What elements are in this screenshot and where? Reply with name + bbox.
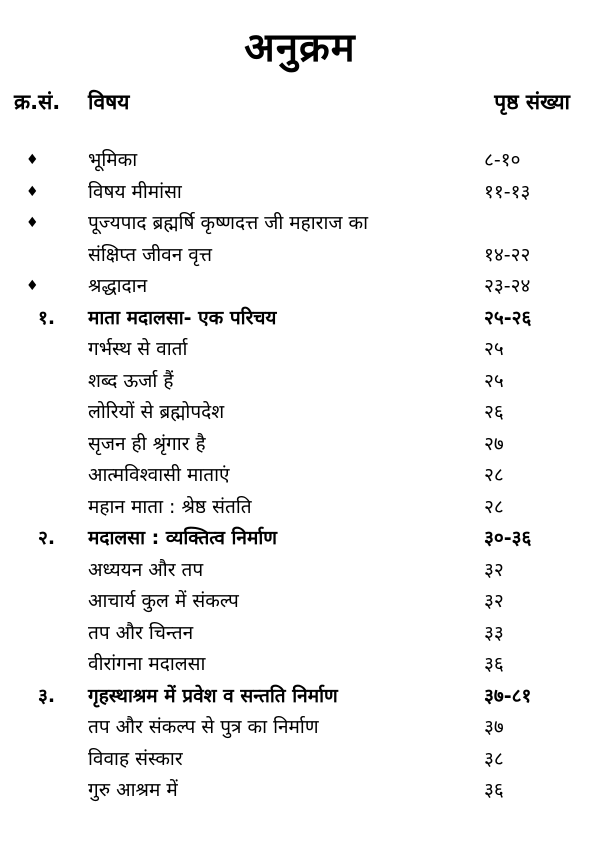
entry-title: आत्मविश्वासी माताएं xyxy=(88,464,230,486)
toc-row xyxy=(0,649,600,681)
entry-title: पूज्यपाद ब्रह्मर्षि कृष्णदत्त जी महाराज का xyxy=(88,212,369,234)
entry-page-number: १४-२२ xyxy=(484,243,531,266)
entry-page-number: ३३ xyxy=(484,621,504,644)
entry-title: सृजन ही श्रृंगार है xyxy=(88,432,206,455)
toc-row xyxy=(0,334,600,366)
entry-page-number: २५ xyxy=(484,369,504,392)
entry-title: भूमिका xyxy=(88,149,138,171)
toc-row xyxy=(0,208,600,240)
entry-title: तप और संकल्प से पुत्र का निर्माण xyxy=(88,716,319,738)
entry-title: लोरियों से ब्रह्मोपदेश xyxy=(88,401,225,423)
entry-page-number: २८ xyxy=(484,495,504,518)
chapter-row xyxy=(0,681,600,713)
entry-title: गृहस्थाश्रम में प्रवेश व सन्तति निर्माण xyxy=(88,684,338,707)
entry-title: माता मदालसा- एक परिचय xyxy=(88,306,277,329)
entry-title: शब्द ऊर्जा हैं xyxy=(88,369,174,392)
entry-page-number: २३-२४ xyxy=(484,275,531,297)
chapter-row xyxy=(0,303,600,335)
entry-page-number: ३६ xyxy=(484,653,504,675)
chapter-row xyxy=(0,523,600,555)
entry-page-number: ३०-३६ xyxy=(484,527,532,549)
entry-page-number: ३२ xyxy=(484,558,504,581)
entry-page-number: २५ xyxy=(484,338,504,360)
entry-title: गुरु आश्रम में xyxy=(88,779,178,801)
entry-title: तप और चिन्तन xyxy=(88,621,194,644)
entry-title: वीरांगना मदालसा xyxy=(88,653,206,675)
entry-title: विवाह संस्कार xyxy=(88,747,183,770)
bullet-icon: ♦ xyxy=(26,215,39,231)
toc-row xyxy=(0,397,600,429)
entry-page-number: ३६ xyxy=(484,779,504,801)
table-of-contents xyxy=(0,145,600,807)
toc-row xyxy=(0,366,600,398)
toc-row xyxy=(0,586,600,618)
entry-page-number: २५-२६ xyxy=(484,306,532,329)
entry-title: अध्ययन और तप xyxy=(88,558,204,581)
bullet-icon: ♦ xyxy=(26,183,39,200)
toc-row xyxy=(0,240,600,272)
page-title: अनुक्रम xyxy=(244,25,356,71)
entry-page-number: ३७-८१ xyxy=(484,684,532,707)
toc-row xyxy=(0,429,600,461)
chapter-number: २. xyxy=(38,527,56,549)
toc-row xyxy=(0,145,600,177)
chapter-number: १. xyxy=(38,306,56,329)
bullet-icon: ♦ xyxy=(26,152,39,168)
entry-page-number: ३७ xyxy=(484,716,504,738)
entry-page-number: २७ xyxy=(484,432,504,455)
entry-page-number: ८-१० xyxy=(484,149,521,171)
header-serial-number: क्र.सं. xyxy=(14,90,61,114)
entry-page-number: ३८ xyxy=(484,747,504,770)
toc-row xyxy=(0,775,600,807)
toc-row xyxy=(0,555,600,587)
toc-row xyxy=(0,744,600,776)
entry-title: विषय मीमांसा xyxy=(88,180,182,203)
entry-page-number: २६ xyxy=(484,401,504,423)
entry-title: श्रद्धादान xyxy=(88,275,148,297)
bullet-icon: ♦ xyxy=(26,278,39,294)
toc-row xyxy=(0,618,600,650)
header-page-number: पृष्ठ संख्या xyxy=(494,90,570,114)
toc-row xyxy=(0,271,600,303)
entry-page-number: ३२ xyxy=(484,590,504,612)
entry-title: संक्षिप्त जीवन वृत्त xyxy=(88,243,212,266)
header-subject: विषय xyxy=(88,90,130,114)
entry-title: आचार्य कुल में संकल्प xyxy=(88,590,239,612)
toc-row xyxy=(0,177,600,209)
entry-title: मदालसा : व्यक्तित्व निर्माण xyxy=(88,527,277,549)
entry-title: महान माता : श्रेष्ठ संतति xyxy=(88,495,252,518)
entry-page-number: २८ xyxy=(484,464,504,486)
entry-title: गर्भस्थ से वार्ता xyxy=(88,338,188,360)
toc-row xyxy=(0,712,600,744)
entry-page-number: ११-१३ xyxy=(484,180,531,203)
toc-row xyxy=(0,492,600,524)
chapter-number: ३. xyxy=(38,684,56,707)
toc-row xyxy=(0,460,600,492)
